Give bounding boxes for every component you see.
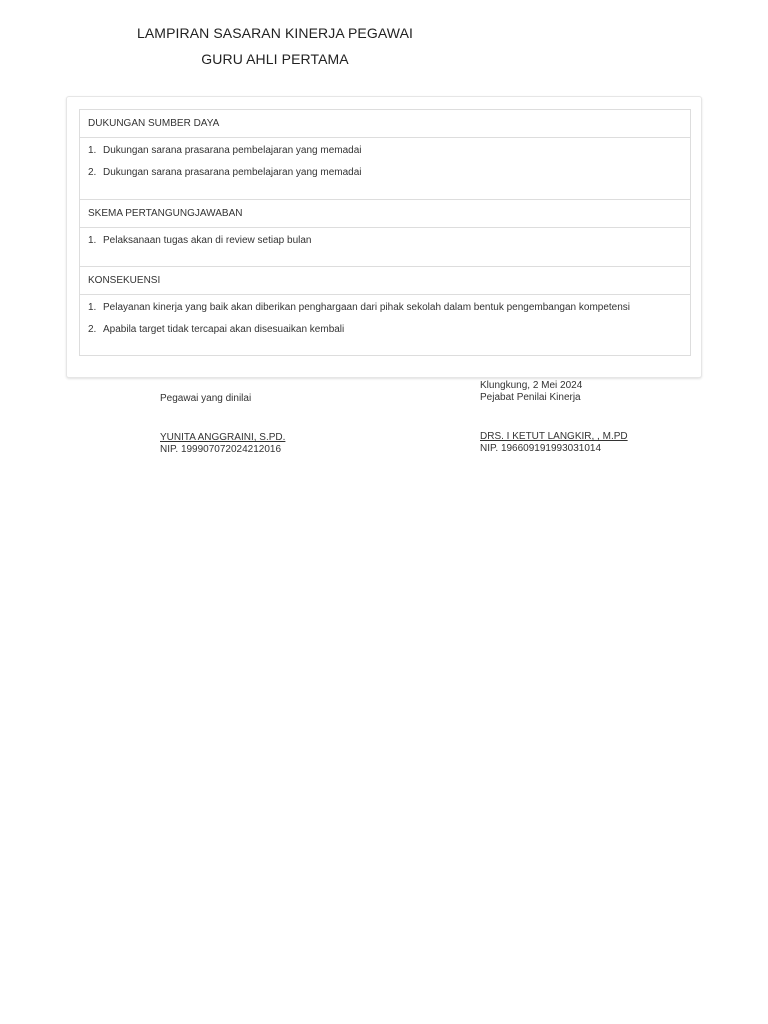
item-number: 1. [88, 235, 97, 246]
page-title: LAMPIRAN SASARAN KINERJA PEGAWAI [136, 25, 413, 41]
list-item [88, 166, 682, 180]
signature-left-role: Pegawai yang dinilai [160, 393, 252, 404]
section-body-dukungan [80, 138, 690, 200]
item-text: Dukungan sarana prasarana pembelajaran yang memadai [103, 167, 362, 178]
item-text: Pelayanan kinerja yang baik akan diberikan penghargaan dari pihak sekolah dalam bentuk pengembangan kompetensi [103, 302, 631, 313]
section-body-konsekuensi [80, 295, 690, 355]
signature-right-role: Pejabat Penilai Kinerja [480, 392, 581, 403]
section-heading-dukungan: DUKUNGAN SUMBER DAYA [80, 110, 690, 138]
list-item [88, 144, 682, 158]
signature-right-name: DRS. I KETUT LANGKIR, , M.PD [480, 431, 628, 442]
item-number: 2. [88, 324, 97, 335]
list-item [88, 301, 682, 315]
item-number: 1. [88, 302, 97, 313]
item-number: 1. [88, 145, 97, 156]
signature-right [480, 380, 628, 455]
signature-right-place-date: Klungkung, 2 Mei 2024 [480, 380, 583, 391]
signature-right-nip: NIP. 196609191993031014 [480, 443, 602, 454]
list-item [88, 234, 682, 248]
item-text: Apabila target tidak tercapai akan disesuaikan kembali [103, 324, 345, 335]
item-number: 2. [88, 167, 97, 178]
item-text: Dukungan sarana prasarana pembelajaran yang memadai [103, 145, 362, 156]
section-body-skema [80, 228, 690, 267]
page-subtitle: GURU AHLI PERTAMA [201, 51, 349, 67]
sections-table [79, 109, 691, 356]
signature-left [160, 393, 285, 456]
section-heading-skema: SKEMA PERTANGUNGJAWABAN [80, 200, 690, 228]
item-text: Pelaksanaan tugas akan di review setiap bulan [103, 235, 312, 246]
content-card [66, 96, 702, 378]
section-heading-konsekuensi: KONSEKUENSI [80, 267, 690, 295]
signature-left-nip: NIP. 199907072024212016 [160, 444, 282, 455]
signature-left-name: YUNITA ANGGRAINI, S.PD. [160, 432, 286, 443]
list-item [88, 323, 682, 337]
